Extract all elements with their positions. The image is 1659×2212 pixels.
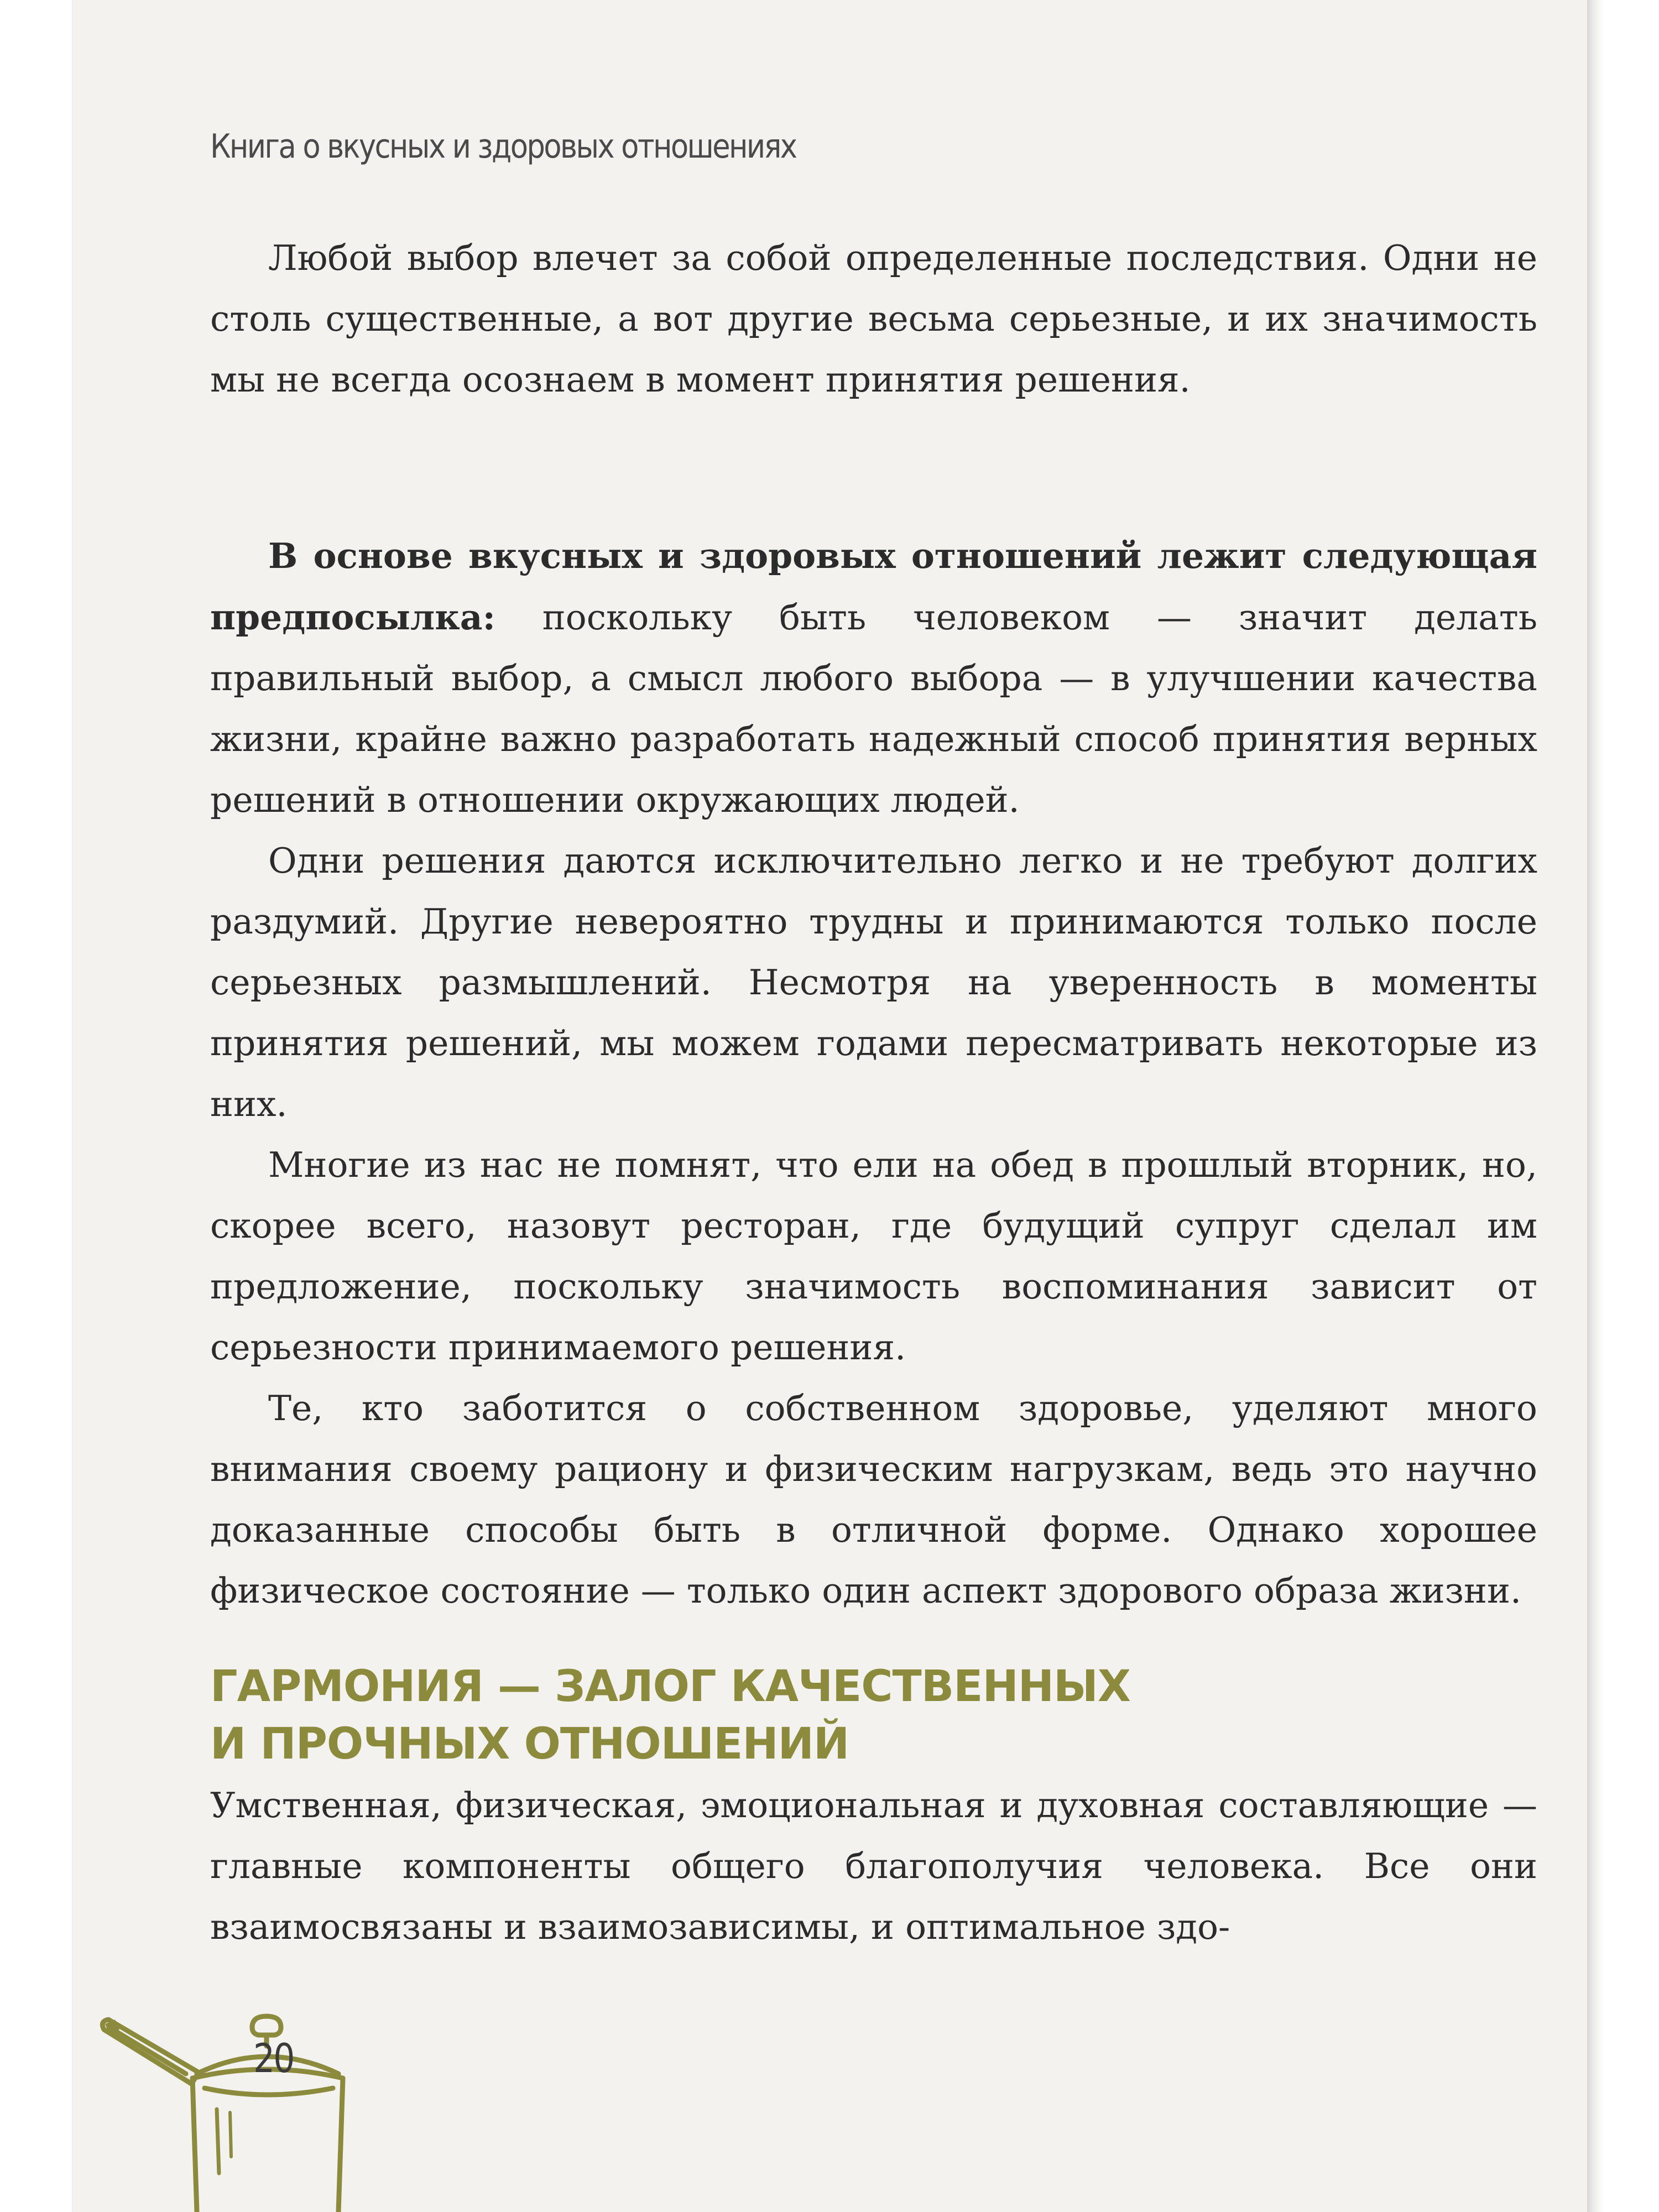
- premise-rest: поскольку быть человеком — значит делать правильный выбор, а смысл любого выбора — в улучшении качества жизни, крайне важно разработать надежный способ принятия верных решений в отношении окружающих людей.: [210, 597, 1537, 820]
- page-number: 20: [253, 2035, 294, 2081]
- page-edge: [1587, 0, 1604, 2212]
- paragraph-decisions: Одни решения даются исключительно легко и не требуют долгих раздумий. Другие невероятно трудны и принимаются только после серьезных размышлений. Несмотря на уверенность в моменты принятия решений, мы можем годами пересматривать некоторые из них.: [210, 841, 1537, 1124]
- saucepan-icon: [88, 1991, 387, 2212]
- paragraph-choice-consequences: Любой выбор влечет за собой определенные последствия. Одни не столь существенные, а вот другие весьма серьезные, и их значимость мы не всегда осознаем в момент принятия решения.: [210, 238, 1537, 400]
- section-heading: [210, 1658, 1537, 1773]
- paragraph-wellbeing: Умственная, физическая, эмоциональная и духовная составляющие — главные компоненты общего благополучия человека. Все они взаимосвязаны и взаимозависимы, и оптимальное здо-: [210, 1785, 1537, 1947]
- text-block-section: [210, 1775, 1537, 1958]
- paragraph-health: Те, кто заботится о собственном здоровье, уделяют много внимания своему рациону и физическим нагрузкам, ведь это научно доказанные способы быть в отличной форме. Однако хорошее физическое состояние — только один аспект здорового образа жизни.: [210, 1388, 1537, 1611]
- paragraph-memory: Многие из нас не помнят, что ели на обед в прошлый вторник, но, скорее всего, назовут ресторан, где будущий супруг сделал им предложение, поскольку значимость воспоминания зависит от серьезности принимаемого решения.: [210, 1145, 1537, 1368]
- section-heading-line1: ГАРМОНИЯ — ЗАЛОГ КАЧЕСТВЕННЫХ: [210, 1662, 1130, 1712]
- section-heading-line2: И ПРОЧНЫХ ОТНОШЕНИЙ: [210, 1719, 849, 1769]
- running-header: Книга о вкусных и здоровых отношениях: [210, 127, 796, 166]
- text-block-middle: [210, 525, 1537, 1621]
- premise-bold: В основе вкусных и здоровых отношений лежит следующая предпосылка:: [210, 535, 1537, 638]
- text-block-top: [210, 228, 1537, 410]
- paragraph-premise: [210, 525, 1537, 831]
